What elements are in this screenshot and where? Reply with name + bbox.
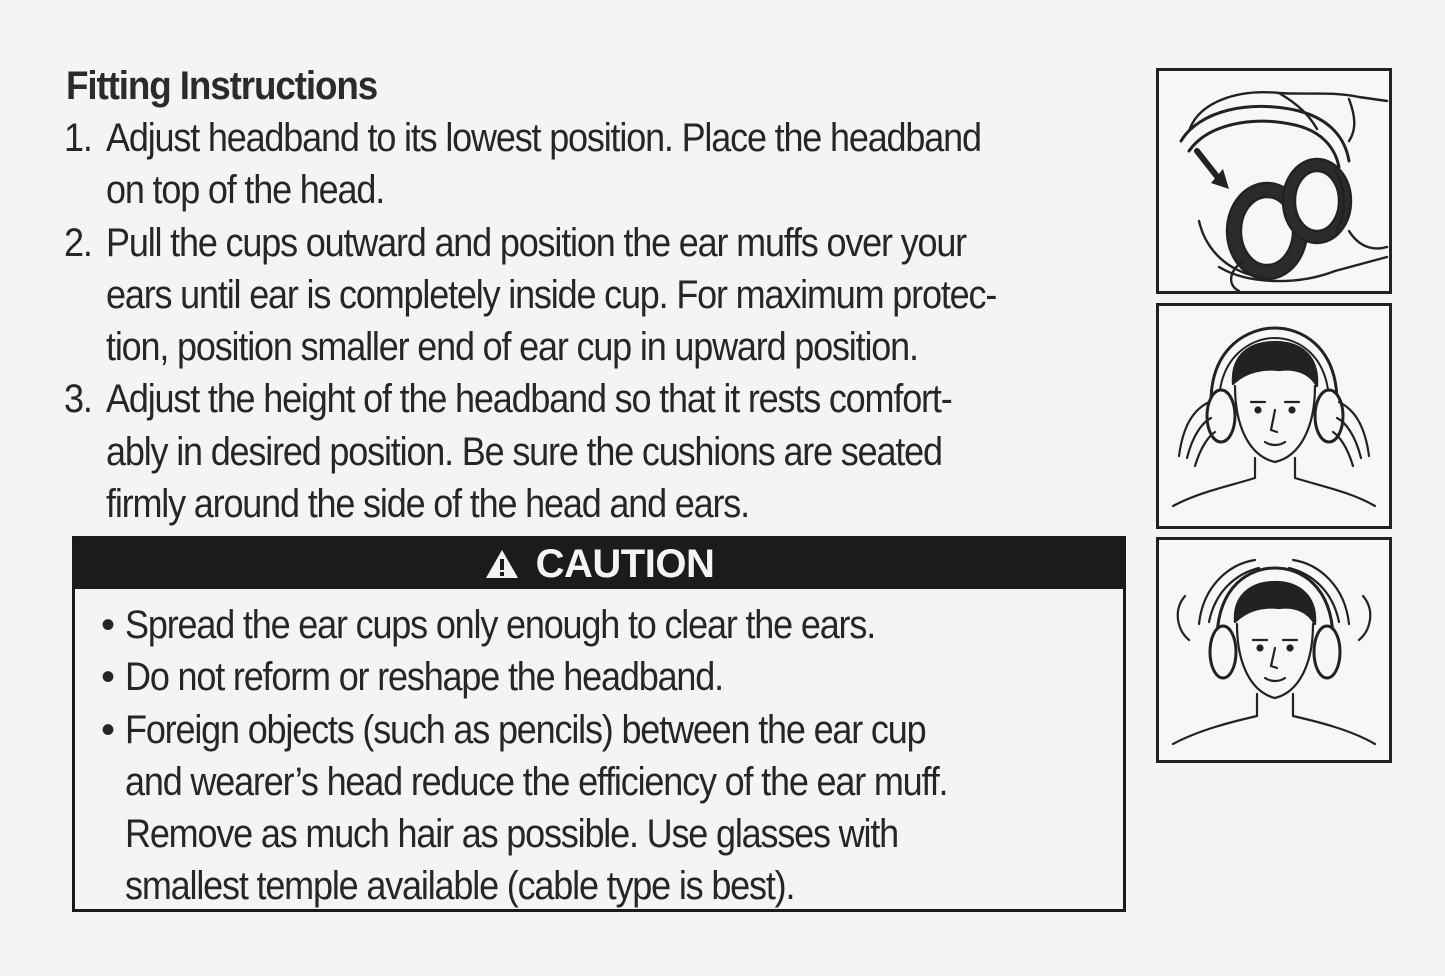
- steps-list: [64, 112, 1154, 530]
- caution-bullet: [101, 651, 1111, 703]
- step-line: Pull the cups outward and position the ear muffs over your: [106, 220, 967, 265]
- step-line: Adjust headband to its lowest position. Place the headband: [106, 116, 981, 160]
- fitting-instructions-title: Fitting Instructions: [66, 64, 378, 108]
- warning-triangle-icon: [484, 548, 520, 580]
- caution-line: Remove as much hair as possible. Use glasses with: [125, 812, 899, 857]
- person-positioning-ear-muffs-icon: [1159, 306, 1389, 526]
- hands-spreading-ear-muffs-icon: [1159, 71, 1389, 291]
- step-line: Adjust the height of the headband so that it rests comfort-: [106, 377, 952, 422]
- step-1: [64, 112, 1154, 217]
- caution-bullet: [101, 704, 1111, 913]
- caution-line: Foreign objects (such as pencils) between the ear cup: [125, 707, 926, 752]
- caution-heading: CAUTION: [535, 541, 715, 586]
- illustration-adjust-headband: [1156, 537, 1392, 763]
- caution-box: [72, 536, 1126, 912]
- caution-line: and wearer’s head reduce the efficiency of the ear muff.: [125, 759, 948, 804]
- person-adjusting-headband-icon: [1159, 540, 1389, 760]
- caution-line: smallest temple available (cable type is best).: [125, 864, 795, 909]
- step-2: [64, 217, 1154, 374]
- caution-line: Spread the ear cups only enough to clear the ears.: [125, 603, 876, 647]
- caution-header: [75, 539, 1123, 589]
- bullet-dot: •: [101, 707, 116, 752]
- caution-bullets: [101, 599, 1111, 913]
- step-line: tion, position smaller end of ear cup in upward position.: [106, 325, 918, 370]
- step-number: 2.: [64, 220, 92, 265]
- illustration-position-muffs: [1156, 303, 1392, 529]
- step-line: firmly around the side of the head and ears.: [106, 482, 749, 527]
- bullet-dot: •: [101, 603, 116, 647]
- bullet-dot: •: [101, 655, 116, 700]
- illustration-spread-cups: [1156, 68, 1392, 294]
- caution-bullet: [101, 599, 1111, 651]
- step-number: 1.: [64, 116, 92, 160]
- step-line: ears until ear is completely inside cup. For maximum protec-: [106, 272, 997, 317]
- step-line: on top of the head.: [106, 168, 385, 213]
- step-line: ably in desired position. Be sure the cushions are seated: [106, 429, 942, 474]
- step-number: 3.: [64, 377, 92, 422]
- step-3: [64, 373, 1154, 530]
- caution-line: Do not reform or reshape the headband.: [125, 655, 723, 700]
